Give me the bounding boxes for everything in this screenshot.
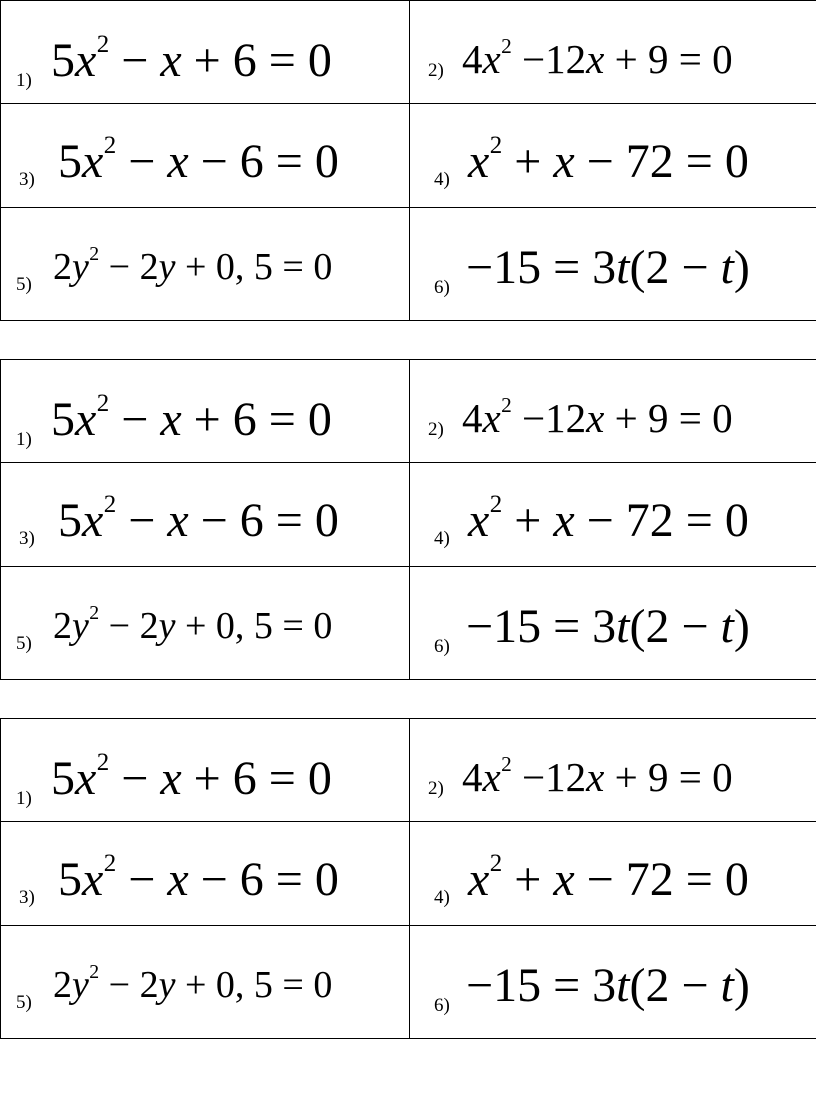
item-number: 2) xyxy=(428,419,444,440)
item-number: 5) xyxy=(16,633,32,654)
equation: $x^2 + x - 72 = 0$ xyxy=(468,850,749,906)
equation: $2y^2 - 2y + 0$, 5 = 0 xyxy=(53,961,333,1006)
equation-cell xyxy=(410,104,816,208)
item-number: 5) xyxy=(16,992,32,1013)
equation-card xyxy=(0,718,816,1039)
equation: $4x^2 -12x + 9 = 0$ xyxy=(462,392,733,441)
equation: $x^2 + x - 72 = 0$ xyxy=(468,491,749,547)
equation-cell xyxy=(1,567,410,680)
equation: $x^2 + x - 72 = 0$ xyxy=(468,132,749,188)
equation-card xyxy=(0,359,816,680)
equation-cell xyxy=(410,567,816,680)
equation-cell xyxy=(1,360,410,463)
equation: $2y^2 - 2y + 0$, 5 = 0 xyxy=(53,243,333,288)
equation: −15 = 3t(2 − t) xyxy=(466,600,750,653)
equation-cell xyxy=(410,208,816,321)
item-number: 6) xyxy=(434,995,450,1016)
equation-cell xyxy=(1,1,410,104)
item-number: 2) xyxy=(428,778,444,799)
item-number: 6) xyxy=(434,636,450,657)
item-number: 4) xyxy=(434,887,450,908)
item-number: 1) xyxy=(16,429,32,450)
item-number: 1) xyxy=(16,70,32,91)
equation: $4x^2 -12x + 9 = 0$ xyxy=(462,751,733,800)
equation: $4x^2 -12x + 9 = 0$ xyxy=(462,33,733,82)
equation: $5x^2 - x + 6 = 0$ xyxy=(51,31,332,87)
equation-card xyxy=(0,0,816,321)
equation: $5x^2 - x - 6 = 0$ xyxy=(58,132,339,188)
equation: $5x^2 - x - 6 = 0$ xyxy=(58,850,339,906)
item-number: 4) xyxy=(434,528,450,549)
equation: $2y^2 - 2y + 0$, 5 = 0 xyxy=(53,602,333,647)
equation-cell xyxy=(410,719,816,822)
equation: −15 = 3t(2 − t) xyxy=(466,241,750,294)
equation: $5x^2 - x + 6 = 0$ xyxy=(51,390,332,446)
equation: $5x^2 - x + 6 = 0$ xyxy=(51,749,332,805)
equation-cell xyxy=(410,360,816,463)
item-number: 3) xyxy=(19,169,35,190)
equation-cell xyxy=(410,822,816,926)
equation-cell xyxy=(1,463,410,567)
item-number: 1) xyxy=(16,788,32,809)
equation: $5x^2 - x - 6 = 0$ xyxy=(58,491,339,547)
equation-cell xyxy=(1,822,410,926)
equation-cell xyxy=(1,208,410,321)
item-number: 4) xyxy=(434,169,450,190)
item-number: 3) xyxy=(19,887,35,908)
equation-cell xyxy=(410,1,816,104)
item-number: 5) xyxy=(16,274,32,295)
equation-cell xyxy=(1,926,410,1039)
item-number: 3) xyxy=(19,528,35,549)
item-number: 6) xyxy=(434,277,450,298)
equation-cell xyxy=(1,719,410,822)
equation-cell xyxy=(410,926,816,1039)
equation-cell xyxy=(1,104,410,208)
item-number: 2) xyxy=(428,60,444,81)
equation-cell xyxy=(410,463,816,567)
equation: −15 = 3t(2 − t) xyxy=(466,959,750,1012)
